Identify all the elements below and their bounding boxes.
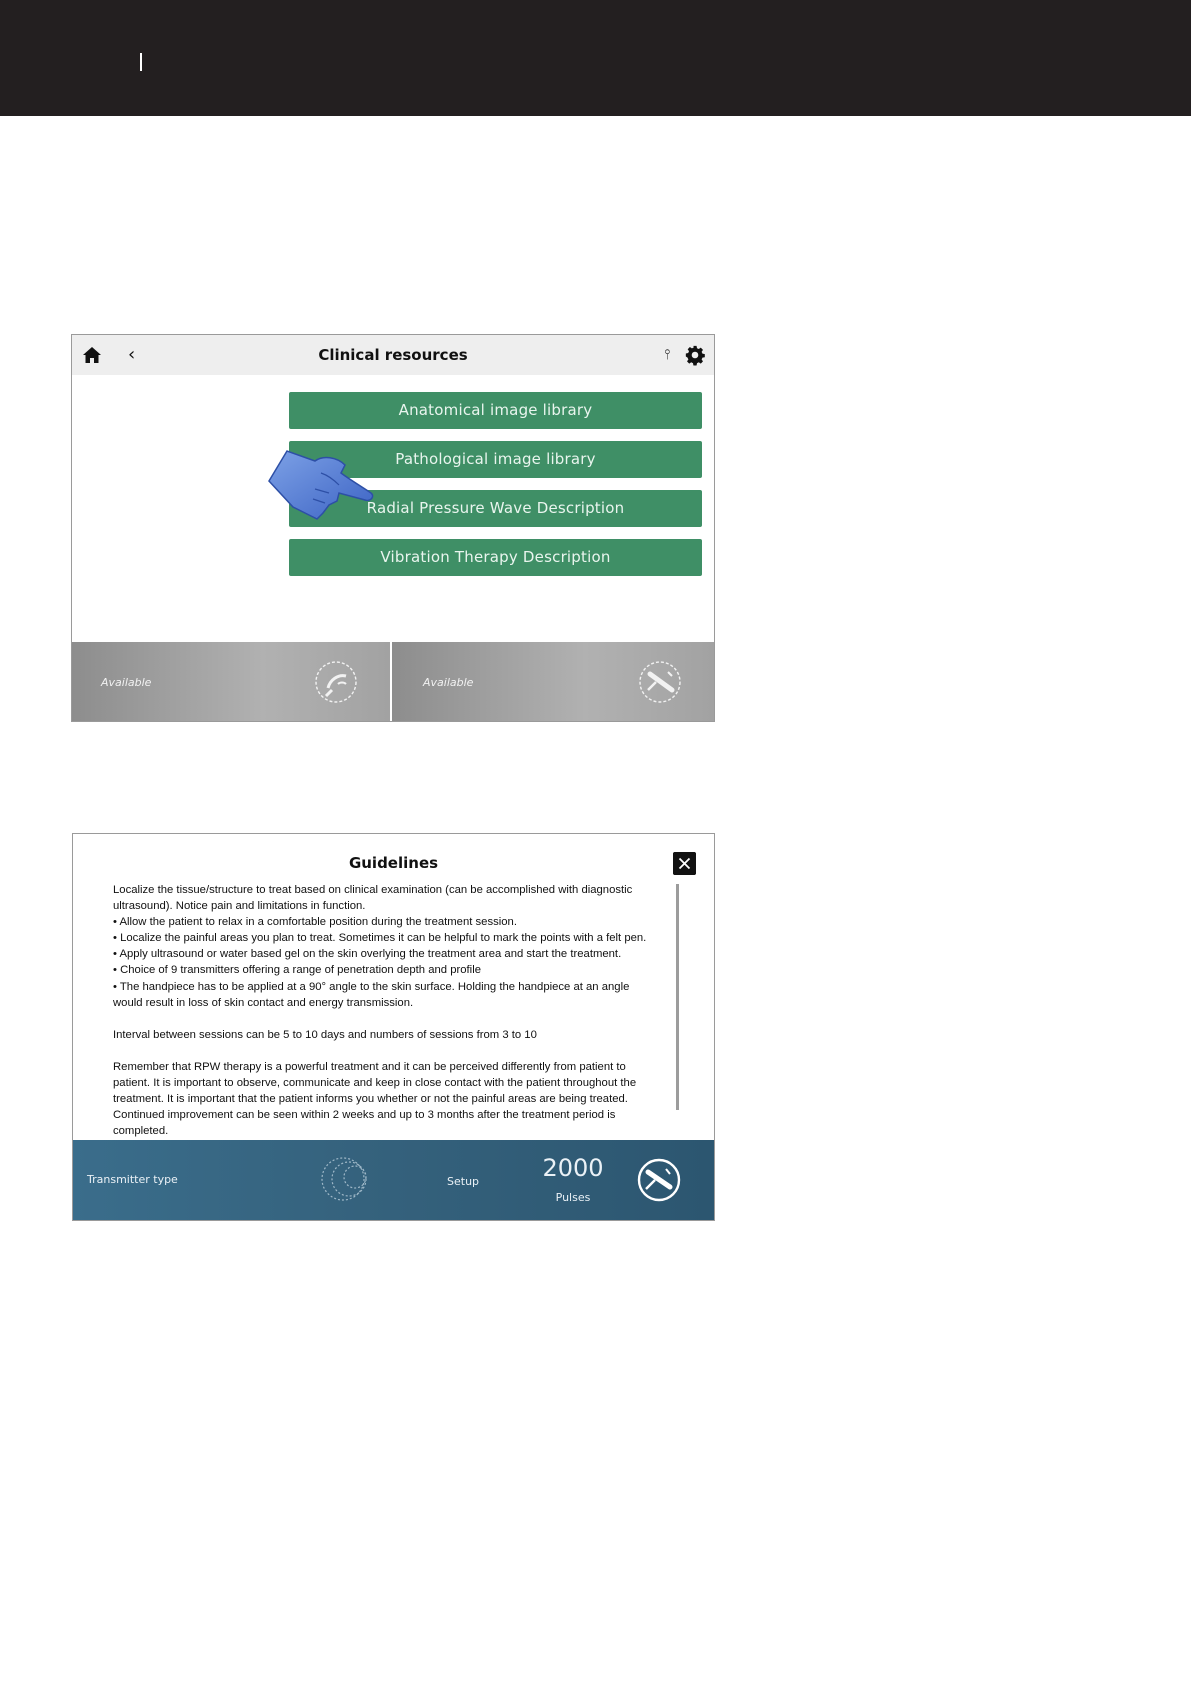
guideline-line: • Apply ultrasound or water based gel on the skin overlying the treatment area and start the treatment. (113, 948, 622, 961)
right-channel-panel[interactable] (392, 642, 714, 721)
pulses-label: Pulses (555, 1191, 591, 1204)
guideline-line: • Choice of 9 transmitters offering a range of penetration depth and profile (113, 964, 481, 977)
guideline-line: • Localize the painful areas you plan to treat. Sometimes it can be helpful to mark the points with a felt pen. (113, 932, 647, 945)
guideline-line: ultrasound). Notice pain and limitations in function. (113, 900, 366, 913)
guidelines-screen (72, 833, 715, 1221)
left-channel-status: Available (101, 676, 152, 689)
guideline-line: completed. (113, 1125, 169, 1138)
right-channel-status: Available (423, 676, 474, 689)
clinical-resources-screen (71, 334, 715, 722)
screen-title: Clinical resources (318, 346, 468, 364)
handpiece-icon[interactable] (636, 1157, 682, 1203)
guideline-line: Localize the tissue/structure to treat based on clinical examination (can be accomplished with diagnostic (113, 884, 633, 896)
transmitter-icon[interactable] (319, 1155, 375, 1203)
vibration-handpiece-icon (638, 660, 682, 704)
guideline-line: patient. It is important to observe, communicate and keep in close contact with the patient throughout the (113, 1076, 637, 1089)
usb-icon: ⫯ (664, 347, 671, 363)
radial-pressure-wave-description-button[interactable]: Radial Pressure Wave Description (289, 490, 702, 527)
guideline-line: would result in loss of skin contact and energy transmission. (113, 996, 414, 1009)
guideline-line: • Allow the patient to relax in a comfortable position during the treatment session. (113, 916, 517, 929)
anatomical-image-library-button[interactable]: Anatomical image library (289, 392, 702, 429)
close-icon[interactable] (673, 852, 696, 875)
radial-transmitter-icon (314, 660, 358, 704)
guideline-line: Continued improvement can be seen within 2 weeks and up to 3 months after the treatment period is (113, 1109, 616, 1122)
guideline-line: Interval between sessions can be 5 to 10 days and numbers of sessions from 3 to 10 (113, 1028, 537, 1041)
scrollbar[interactable] (676, 884, 679, 1110)
guideline-line: treatment. It is important that the patient informs you whether or not the painful areas are being treated. (113, 1093, 628, 1106)
paragraph-gap (113, 1011, 673, 1027)
vibration-therapy-description-button[interactable]: Vibration Therapy Description (289, 539, 702, 576)
setup-label[interactable]: Setup (447, 1175, 480, 1188)
screen-header (72, 335, 714, 375)
gear-icon[interactable] (684, 344, 706, 366)
pulses-value: 2000 (542, 1154, 604, 1182)
guidelines-text (113, 882, 673, 1139)
transmitter-type-label: Transmitter type (87, 1173, 178, 1186)
guideline-line: Remember that RPW therapy is a powerful treatment and it can be perceived differently from patient to (113, 1060, 626, 1073)
dialog-title: Guidelines (348, 854, 439, 872)
left-channel-panel[interactable] (72, 642, 390, 721)
guideline-line: • The handpiece has to be applied at a 90° angle to the skin surface. Holding the handpiece at an angle (113, 980, 630, 993)
header-separator (140, 53, 142, 71)
back-button[interactable]: ‹ (128, 344, 136, 365)
pathological-image-library-button[interactable]: Pathological image library (289, 441, 702, 478)
paragraph-gap (113, 1043, 673, 1059)
pointing-hand-icon (267, 445, 377, 525)
treatment-footer (73, 1140, 714, 1220)
page-header-band (0, 0, 1191, 116)
